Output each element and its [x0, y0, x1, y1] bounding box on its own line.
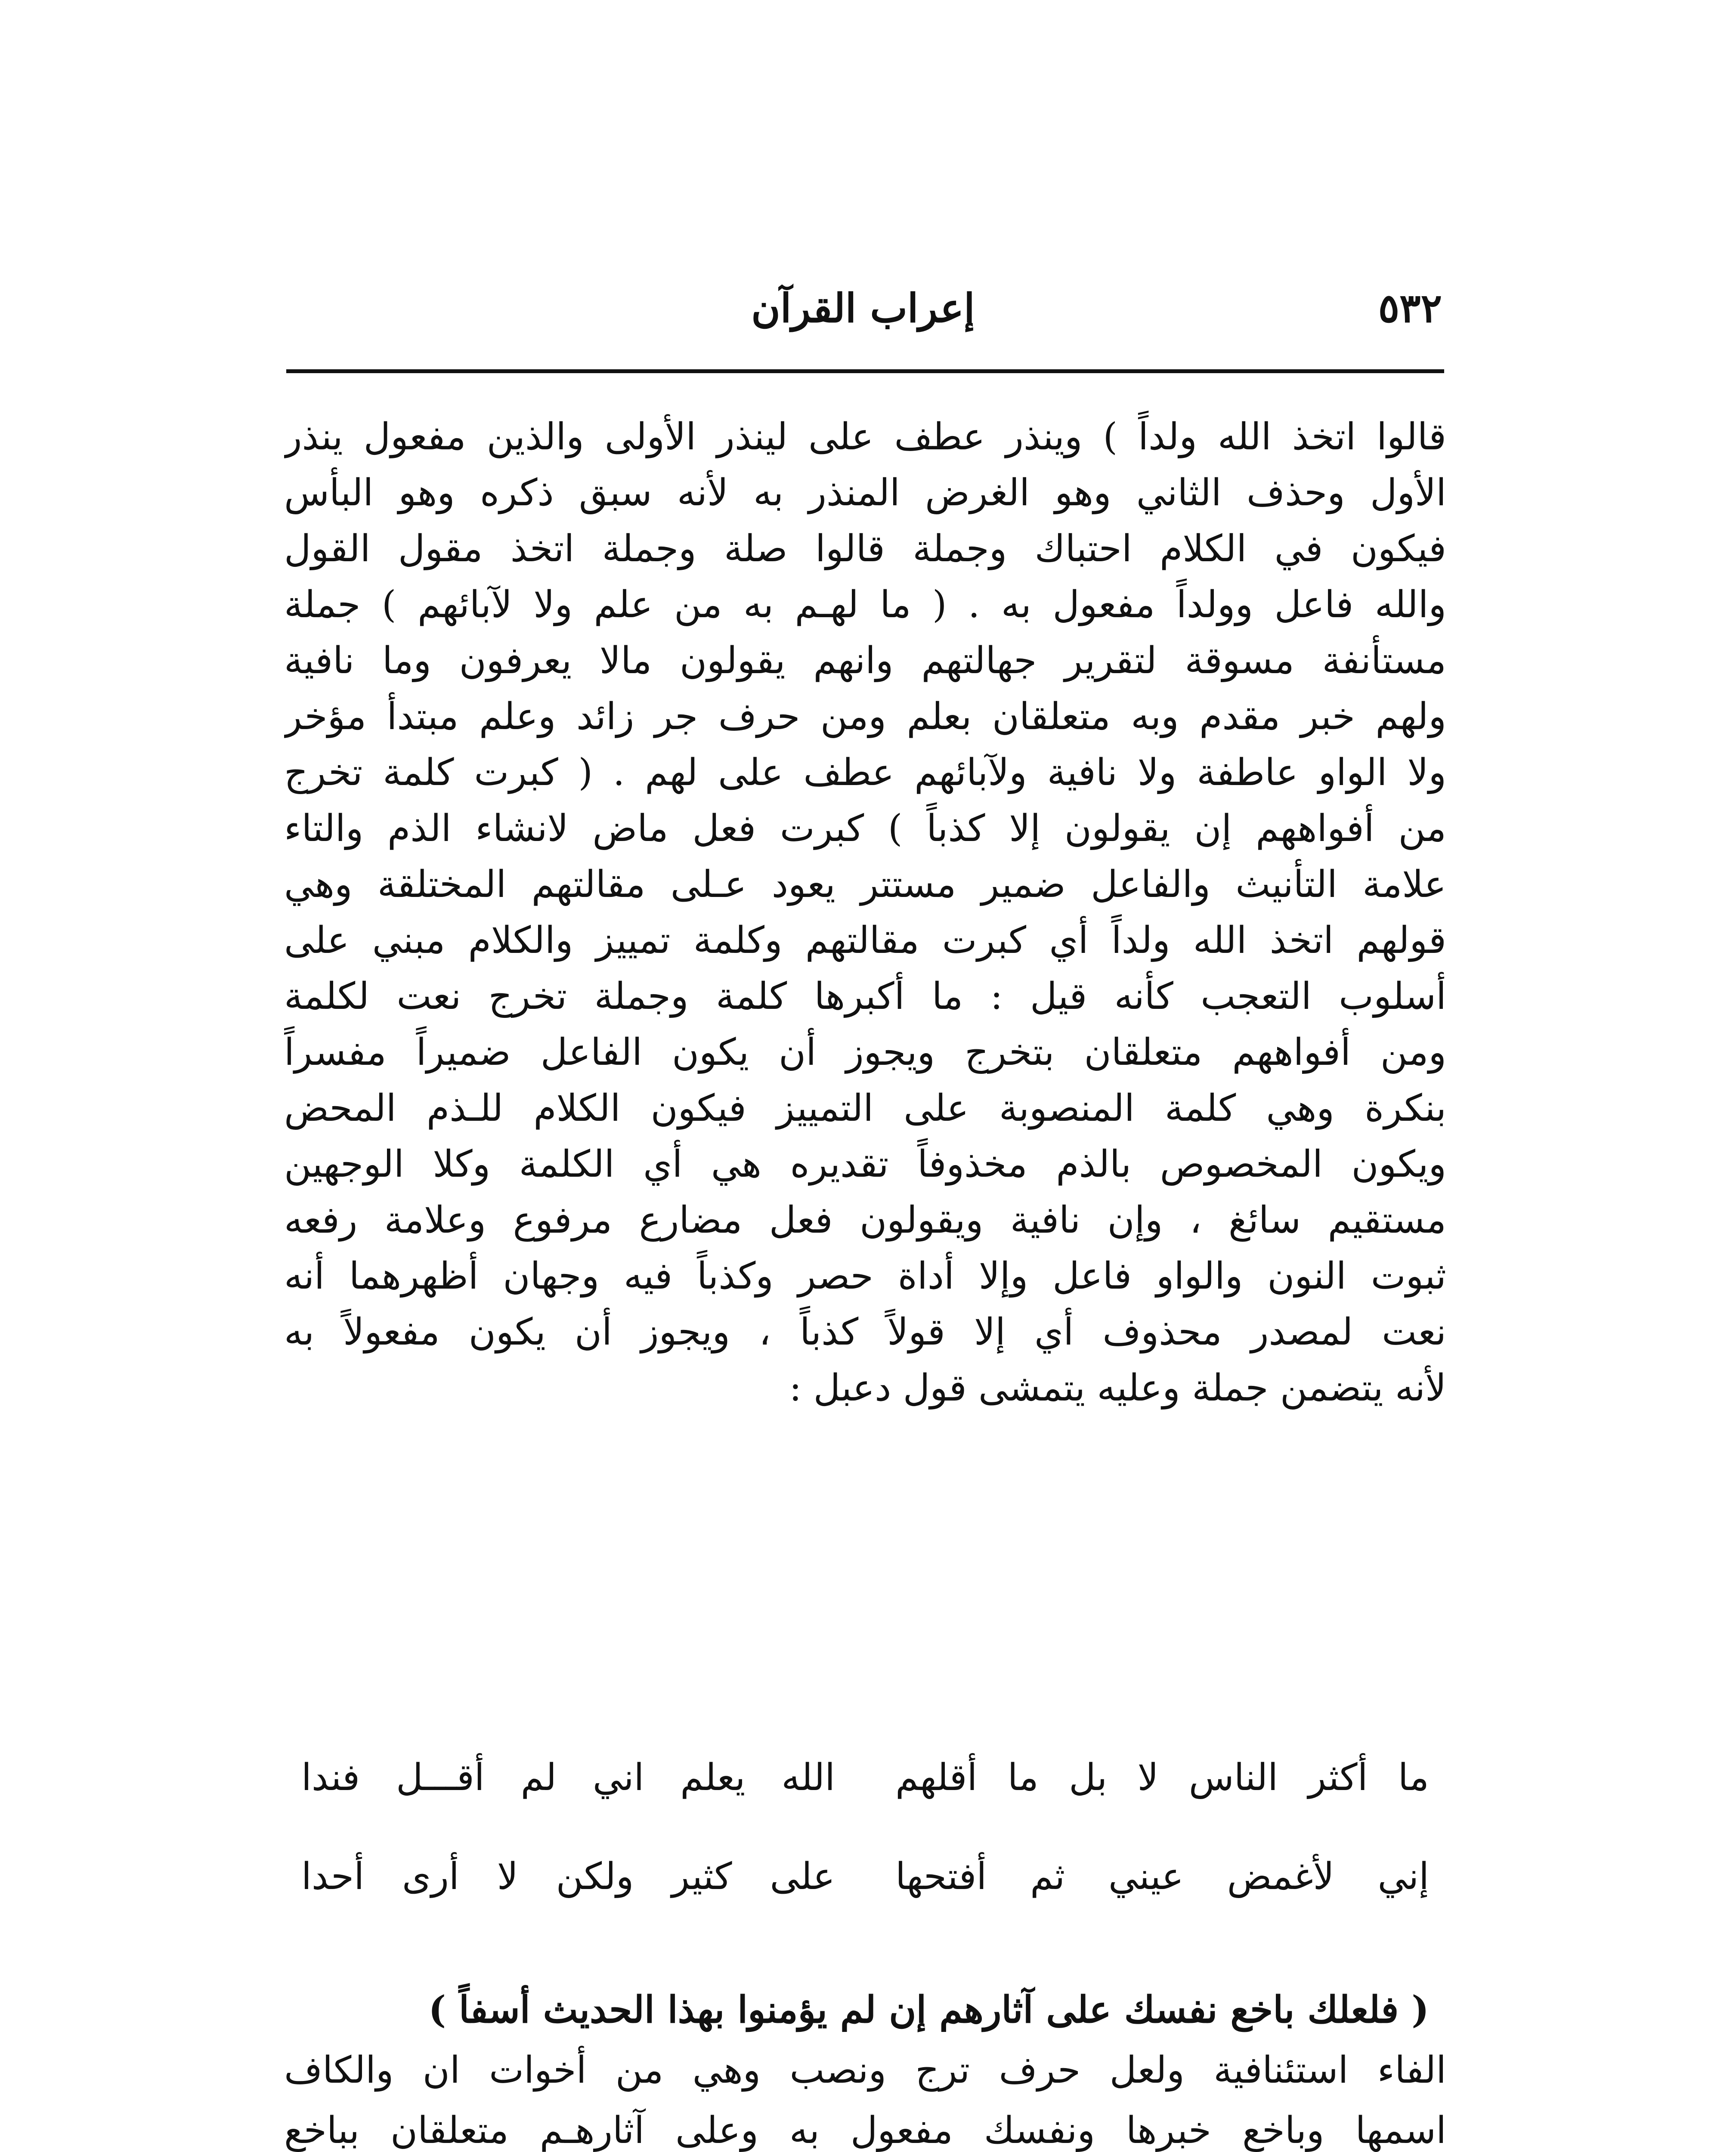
text-line: ومن أفواههم متعلقان بتخرج ويجوز أن يكون الفاعل ضميراً مفسراً	[284, 1031, 1446, 1074]
text-line: والله فاعل وولداً مفعول به . ( ما لهـم به من علم ولا لآبائهم ) جملة	[284, 583, 1446, 626]
text-line: أسلوب التعجب كأنه قيل : ما أكبرها كلمة وجملة تخرج نعت لكلمة	[284, 975, 1446, 1018]
poem-hemistich-second: على كثير ولكن لا أرى أحدا	[301, 1855, 835, 1898]
poem-hemistich-first: ما أكثر الناس لا بل ما أقلهم	[895, 1756, 1429, 1799]
text-line: مستأنفة مسوقة لتقرير جهالتهم وانهم يقولون مالا يعرفون وما نافية	[284, 639, 1446, 682]
poem-hemistich-second: الله يعلم اني لم أقـــل فندا	[301, 1756, 835, 1799]
verse-section	[284, 1980, 1446, 2152]
text-line: علامة التأنيث والفاعل ضمير مستتر يعود عـلى مقالتهم المختلقة وهي	[284, 863, 1446, 906]
text-line: ثبوت النون والواو فاعل وإلا أداة حصر وكذباً فيه وجهان أظهرهما أنه	[284, 1255, 1446, 1298]
page-header	[284, 271, 1442, 357]
text-line: من أفواههم إن يقولون إلا كذباً ) كبرت فعل ماض لانشاء الذم والتاء	[284, 807, 1446, 850]
text-line: ويكون المخصوص بالذم مخذوفاً تقديره هي أي الكلمة وكلا الوجهين	[284, 1143, 1446, 1186]
text-line: اسمها وباخع خبرها ونفسك مفعول به وعلى آثارهـم متعلقان بباخع	[284, 2109, 1446, 2152]
poem	[301, 1756, 1429, 1954]
commentary-text	[284, 409, 1446, 1416]
text-line: فيكون في الكلام احتباك وجملة قالوا صلة وجملة اتخذ مقول القول	[284, 527, 1446, 570]
text-line: الأول وحذف الثاني وهو الغرض المنذر به لأنه سبق ذكره وهو البأس	[284, 471, 1446, 514]
page-number: ٥٣٢	[1378, 285, 1442, 331]
text-line: نعت لمصدر محذوف أي إلا قولاً كذباً ، ويجوز أن يكون مفعولاً به	[284, 1311, 1446, 1354]
running-title: إعراب القرآن	[751, 285, 975, 331]
header-rule	[286, 369, 1444, 373]
poem-hemistich-first: إني لأغمض عيني ثم أفتحها	[895, 1855, 1429, 1898]
poem-verse	[301, 1855, 1429, 1954]
text-line: الفاء استئنافية ولعل حرف ترج ونصب وهي من أخوات ان والكاف	[284, 2049, 1446, 2092]
text-line: قالوا اتخذ الله ولداً ) وينذر عطف على لينذر الأولى والذين مفعول ينذر	[284, 415, 1446, 458]
quran-verse: ( فلعلك باخع نفسك على آثارهم إن لم يؤمنوا بهذا الحديث أسفاً )	[428, 1988, 1429, 2031]
text-line: بنكرة وهي كلمة المنصوبة على التمييز فيكون الكلام للـذم المحض	[284, 1087, 1446, 1130]
text-line: قولهم اتخذ الله ولداً أي كبرت مقالتهم وكلمة تمييز والكلام مبني على	[284, 919, 1446, 962]
text-line: ولا الواو عاطفة ولا نافية ولآبائهم عطف على لهم . ( كبرت كلمة تخرج	[284, 751, 1446, 794]
text-line: ولهم خبر مقدم وبه متعلقان بعلم ومن حرف جر زائد وعلم مبتدأ مؤخر	[284, 695, 1446, 738]
poem-verse	[301, 1756, 1429, 1855]
text-line: لأنه يتضمن جملة وعليه يتمشى قول دعبل :	[789, 1367, 1446, 1410]
text-line: مستقيم سائغ ، وإن نافية ويقولون فعل مضارع مرفوع وعلامة رفعه	[284, 1199, 1446, 1242]
